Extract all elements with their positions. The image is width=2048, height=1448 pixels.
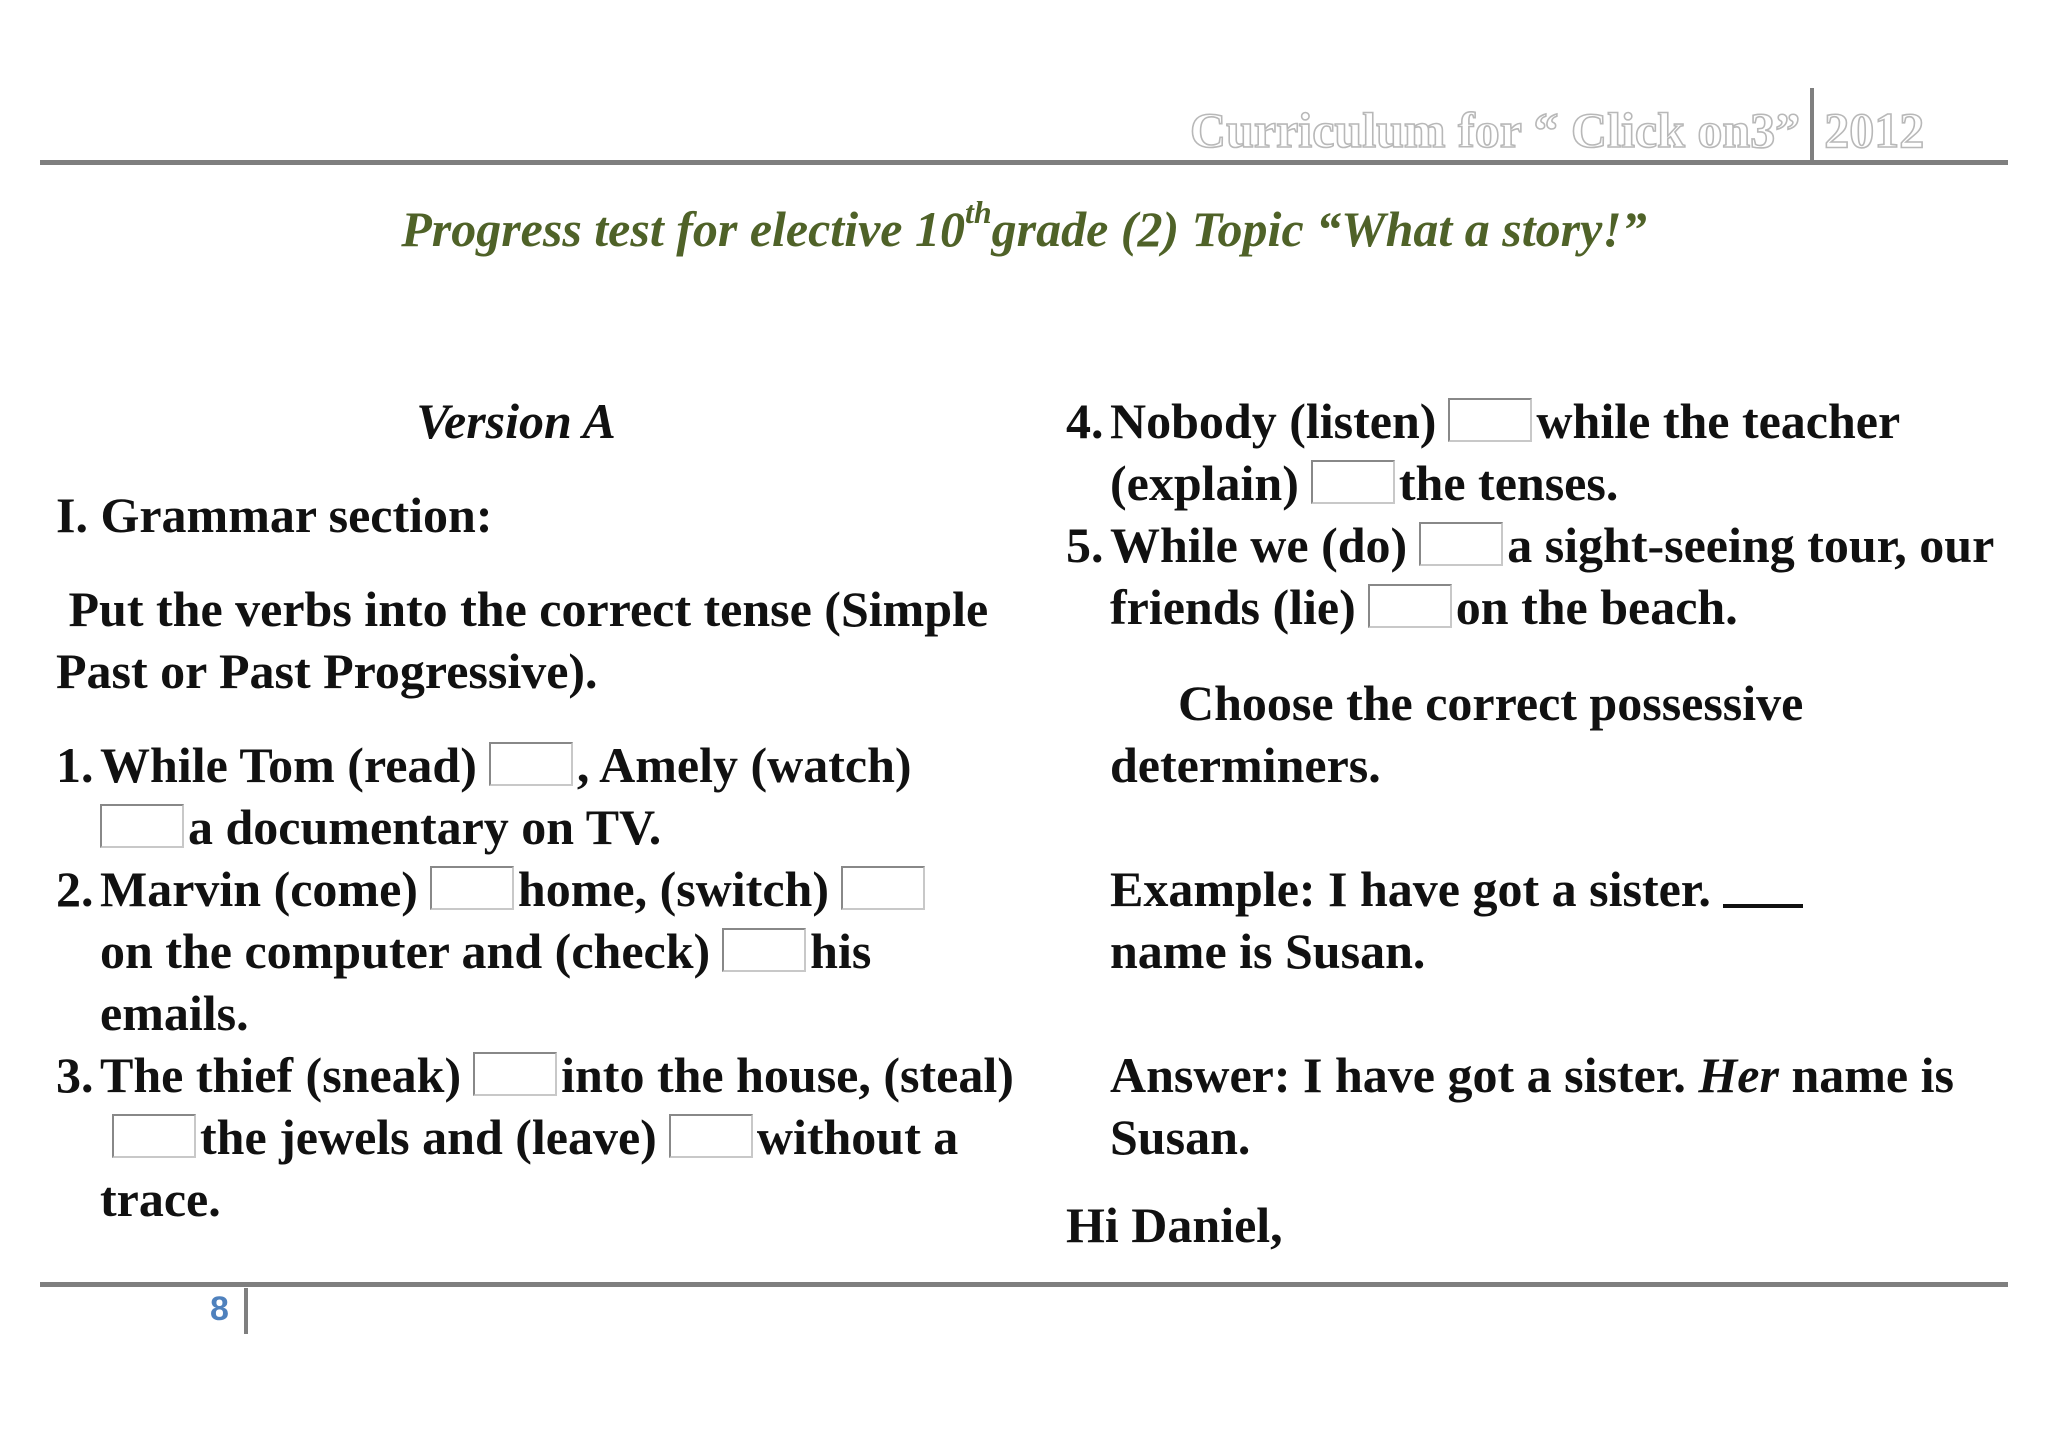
answer-input[interactable] (669, 1114, 753, 1158)
exercise-segment: his emails. (100, 923, 872, 1041)
answer-input[interactable] (473, 1052, 557, 1096)
header-year: 2012 (1824, 102, 1925, 158)
running-header (1190, 92, 1924, 168)
exercise-text (1110, 514, 2006, 638)
exercise-number: 4. (1066, 393, 1104, 449)
answer-input[interactable] (1419, 522, 1503, 566)
exercise-segment: without a trace. (100, 1109, 959, 1227)
answer-input[interactable] (100, 804, 184, 848)
exercise-segment: a sight-seeing tour, our friends (lie) (1110, 517, 1994, 635)
exercise-segment: on the computer and (check) (100, 923, 711, 979)
exercise-segment: Nobody (listen) (1110, 393, 1437, 449)
exercise-segment: , Amely (watch) (576, 737, 912, 793)
exercise-number: 1. (56, 737, 94, 793)
header-separator (1810, 88, 1814, 164)
task-lead: Choose the correct possessive (1178, 675, 1804, 731)
exercise-segment: a documentary on TV. (188, 799, 662, 855)
example-sentence (1066, 858, 2006, 982)
exercise-segment: while the teacher (explain) (1110, 393, 1900, 511)
exercise-segment: the jewels and (leave) (200, 1109, 657, 1165)
exercise-segment: the tenses. (1398, 455, 1619, 511)
header-rule (40, 160, 2008, 165)
exercise-item (1066, 514, 2006, 638)
exercise-number: 3. (56, 1047, 94, 1103)
footer-rule (40, 1282, 2008, 1287)
example-blank (1723, 864, 1803, 908)
exercise-item (56, 858, 1016, 1044)
exercise-text (1110, 390, 2006, 514)
page-number: 8 (210, 1290, 229, 1328)
possessive-task-instructions (1066, 672, 2006, 796)
page-number-separator (244, 1288, 248, 1334)
answer-input[interactable] (430, 866, 514, 910)
exercise-number: 5. (1066, 517, 1104, 573)
answer-input[interactable] (1448, 398, 1532, 442)
answer-input[interactable] (112, 1114, 196, 1158)
exercise-item (1066, 390, 2006, 514)
right-column (1066, 390, 2006, 1256)
answer-input[interactable] (1311, 460, 1395, 504)
exercise-text (100, 1044, 1016, 1230)
answer-rest: name is Susan. (1110, 1047, 1967, 1165)
title-rest: grade (2) Topic “What a story!” (991, 201, 1647, 257)
exercise-segment: While we (do) (1110, 517, 1408, 573)
exercise-segment: While Tom (read) (100, 737, 477, 793)
exercise-number: 2. (56, 861, 94, 917)
exercise-item (56, 734, 1016, 858)
letter-greeting: Hi Daniel, (1066, 1197, 1283, 1253)
example-text: Example: I have got a sister. (1110, 861, 1711, 917)
answer-input[interactable] (1368, 584, 1452, 628)
page-title (0, 194, 2048, 258)
exercise-segment: The thief (sneak) (100, 1047, 462, 1103)
exercise-segment: home, (switch) (517, 861, 829, 917)
exercise-text (100, 858, 1016, 1044)
answer-input[interactable] (489, 742, 573, 786)
exercise-segment: on the beach. (1455, 579, 1738, 635)
header-curriculum: Curriculum for “ Click on3” (1190, 102, 1801, 158)
exercise-item (56, 1044, 1016, 1230)
answer-sentence (1066, 1044, 2006, 1168)
exercise-text (100, 734, 1016, 858)
left-column (56, 390, 1016, 1230)
grammar-section-heading: I. Grammar section: (56, 487, 493, 543)
answer-input[interactable] (722, 928, 806, 972)
title-main: Progress test for elective 10 (401, 201, 965, 257)
exercise-segment: into the house, (steal) (561, 1047, 1014, 1103)
answer-input[interactable] (841, 866, 925, 910)
instructions: Put the verbs into the correct tense (Simple Past or Past Progressive). (56, 581, 1001, 699)
answer-highlight: Her (1698, 1047, 1779, 1103)
exercise-segment: Marvin (come) (100, 861, 418, 917)
title-superscript: th (964, 194, 992, 230)
example-rest: name is Susan. (1110, 923, 1426, 979)
task-rest: determiners. (1110, 737, 1381, 793)
answer-text: Answer: I have got a sister. (1110, 1047, 1699, 1103)
version-label: Version A (416, 393, 616, 449)
